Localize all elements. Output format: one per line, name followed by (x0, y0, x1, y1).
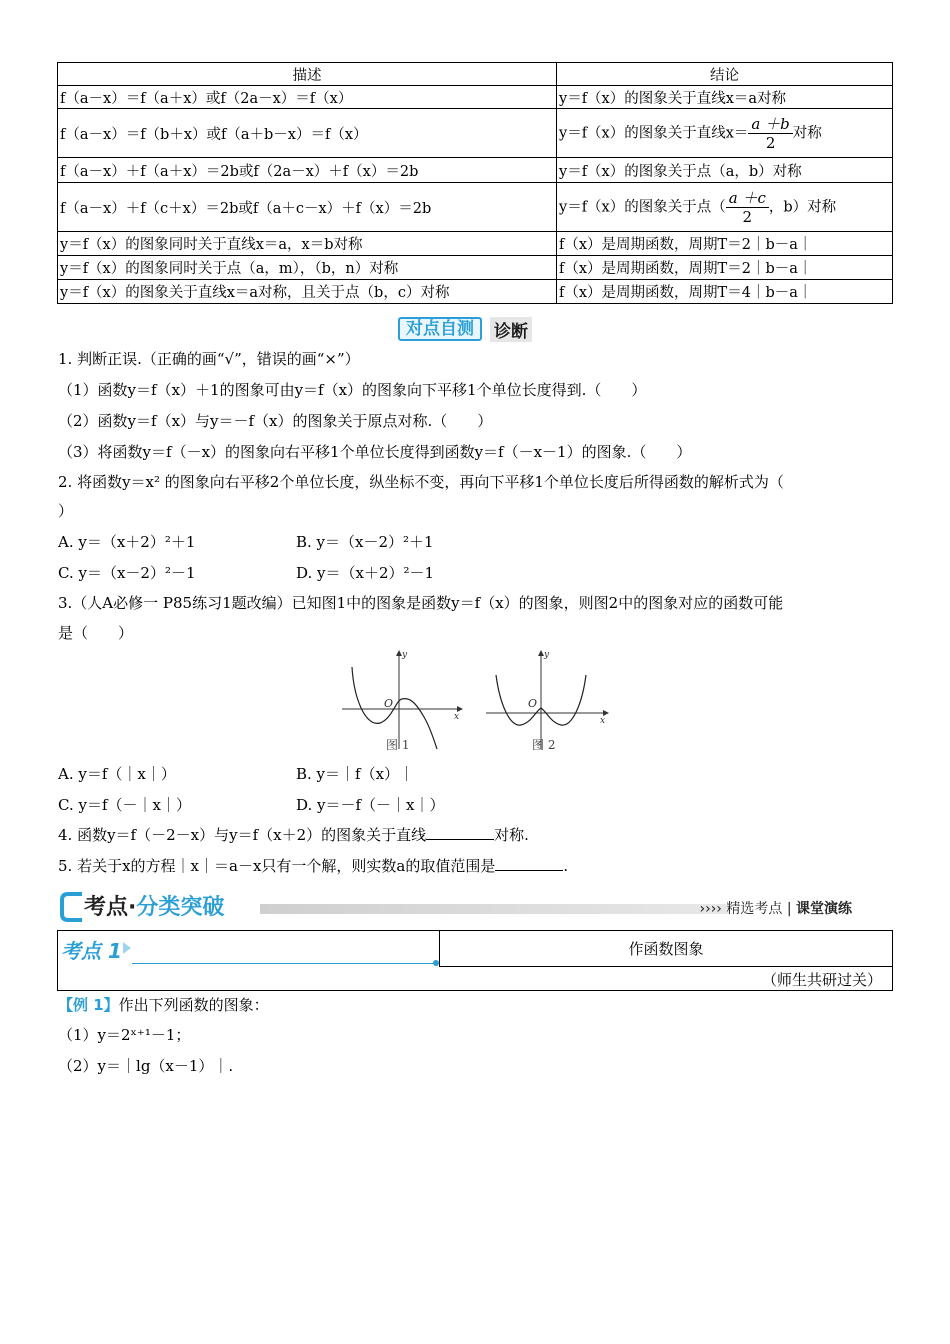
topic-subtitle: （师生共研过关） (761, 971, 882, 989)
table-cell-desc: f（a－x）＋f（c＋x）＝2b或f（a＋c－x）＋f（x）＝2b (58, 183, 557, 232)
concl-suffix: 对称 (792, 125, 822, 141)
question-2: 2. 将函数y＝x² 的图象向右平移2个单位长度，纵坐标不变，再向下平移1个单位长度后所得函数的解析式为（ (58, 473, 784, 491)
table-cell-desc: y＝f（x）的图象关于直线x＝a对称，且关于点（b，c）对称 (58, 280, 557, 304)
option-2c: C. y＝（x－2）²－1 (58, 564, 196, 582)
question-3-cont: 是（ ） (58, 624, 134, 642)
section-title-a: 考点· (84, 895, 137, 920)
y-axis-label: y (544, 650, 550, 660)
answer-blank[interactable] (426, 825, 494, 840)
y-axis-label: y (402, 650, 408, 660)
concl-prefix: y＝f（x）的图象关于直线x＝ (559, 125, 749, 141)
section-divider (260, 904, 730, 914)
question-1-1: （1）函数y＝f（x）＋1的图象可由y＝f（x）的图象向下平移1个单位长度得到.（ ） (58, 381, 647, 399)
table-cell-concl: y＝f（x）的图象关于直线x＝a对称 (557, 86, 893, 109)
question-5-text: 5. 若关于x的方程｜x｜＝a－x只有一个解，则实数a的取值范围是 (58, 857, 496, 875)
figure-2-label: 图 2 (532, 738, 556, 752)
table-row (58, 280, 893, 304)
example-text: 作出下列函数的图象： (118, 996, 269, 1014)
fraction-denominator: 2 (765, 133, 776, 152)
figure-1-label: 图 1 (386, 738, 410, 752)
topic-underline (132, 963, 436, 964)
example-1 (58, 994, 269, 1015)
section-subtitle-sep: | (786, 901, 792, 917)
example-part-2: （2）y＝｜lg（x－1）｜. (58, 1057, 234, 1075)
section-header (60, 890, 894, 924)
question-4-text: 4. 函数y＝f（－2－x）与y＝f（x＋2）的图象关于直线 (58, 826, 427, 844)
topic-title: 作函数图象 (439, 931, 892, 967)
option-3b: B. y＝｜f（x）｜ (296, 765, 415, 783)
function-graphs (338, 645, 618, 760)
example-tag: 【例 1】 (58, 996, 119, 1014)
question-4-tail: 对称. (494, 826, 529, 844)
option-3d: D. y＝－f（－｜x｜） (296, 796, 445, 814)
option-3a: A. y＝f（｜x｜） (58, 765, 176, 783)
question-1-3: （3）将函数y＝f（－x）的图象向右平移1个单位长度得到函数y＝f（－x－1）的图象.（ ） (58, 443, 692, 461)
x-axis-label: x (454, 712, 460, 722)
topic-tag: 考点 1 (61, 939, 122, 963)
table-cell-concl: y＝f（x）的图象关于点（a，b）对称 (557, 158, 893, 183)
question-3: 3.（人A必修一 P85练习1题改编）已知图1中的图象是函数y＝f（x）的图象，则图2中的图象对应的函数可能 (58, 594, 784, 612)
fraction-numerator: a ＋c (726, 189, 769, 208)
table-cell-desc: y＝f（x）的图象同时关于直线x＝a，x＝b对称 (58, 232, 557, 256)
option-2b: B. y＝（x－2）²＋1 (296, 533, 434, 551)
fraction-denominator: 2 (742, 207, 753, 226)
table-row (58, 109, 893, 158)
table-cell-desc: f（a－x）＝f（b＋x）或f（a＋b－x）＝f（x） (58, 109, 557, 158)
symmetry-table (57, 62, 893, 304)
origin-label: O (528, 697, 538, 710)
table-cell-concl: f（x）是周期函数，周期T＝4｜b－a｜ (557, 280, 893, 304)
table-header-desc: 描述 (58, 63, 557, 86)
question-5-tail: . (563, 857, 569, 875)
table-cell-concl (557, 109, 893, 158)
concl-suffix: ，b）对称 (768, 199, 837, 215)
section-subtitle-a: ›››› 精选考点 (699, 901, 783, 917)
figure-1 (342, 650, 462, 752)
table-cell-concl (557, 183, 893, 232)
example-part-1: （1）y＝2ˣ⁺¹－1； (58, 1026, 191, 1044)
fraction (748, 115, 792, 152)
table-row (58, 256, 893, 280)
fraction (726, 189, 769, 226)
curve-1 (352, 667, 437, 749)
section-title-b: 分类突破 (136, 895, 225, 920)
fraction-numerator: a ＋b (748, 115, 792, 134)
table-row (58, 86, 893, 109)
play-icon (122, 941, 132, 955)
section-subtitle-b: 课堂演练 (796, 901, 852, 917)
question-2-close: ） (58, 502, 74, 520)
option-3c: C. y＝f（－｜x｜） (58, 796, 191, 814)
origin-label: O (384, 697, 394, 710)
question-5 (58, 855, 568, 876)
table-row (58, 232, 893, 256)
table-row (58, 158, 893, 183)
option-2a: A. y＝（x＋2）²＋1 (58, 533, 196, 551)
figure-2 (486, 650, 608, 752)
x-axis-label: x (600, 716, 606, 726)
badge-label: 对点自测 (398, 317, 482, 341)
section-subtitle (700, 898, 852, 918)
table-row (58, 183, 893, 232)
question-1: 1. 判断正误.（正确的画“√”，错误的画“×”） (58, 350, 360, 368)
option-2d: D. y＝（x＋2）²－1 (296, 564, 435, 582)
table-cell-concl: f（x）是周期函数，周期T＝2｜b－a｜ (557, 232, 893, 256)
table-cell-desc: f（a－x）＝f（a＋x）或f（2a－x）＝f（x） (58, 86, 557, 109)
bracket-icon (60, 892, 84, 922)
table-cell-desc: f（a－x）＋f（a＋x）＝2b或f（2a－x）＋f（x）＝2b (58, 158, 557, 183)
table-header-concl: 结论 (557, 63, 893, 86)
table-cell-desc: y＝f（x）的图象同时关于点（a，m），（b，n）对称 (58, 256, 557, 280)
question-1-2: （2）函数y＝f（x）与y＝－f（x）的图象关于原点对称.（ ） (58, 412, 493, 430)
section-title (84, 890, 224, 921)
self-test-badge (398, 316, 532, 342)
table-cell-concl: f（x）是周期函数，周期T＝2｜b－a｜ (557, 256, 893, 280)
question-4 (58, 824, 529, 845)
answer-blank[interactable] (495, 856, 563, 871)
topic-box (57, 930, 893, 991)
concl-prefix: y＝f（x）的图象关于点（ (559, 199, 726, 215)
badge-suffix: 诊断 (490, 317, 532, 342)
